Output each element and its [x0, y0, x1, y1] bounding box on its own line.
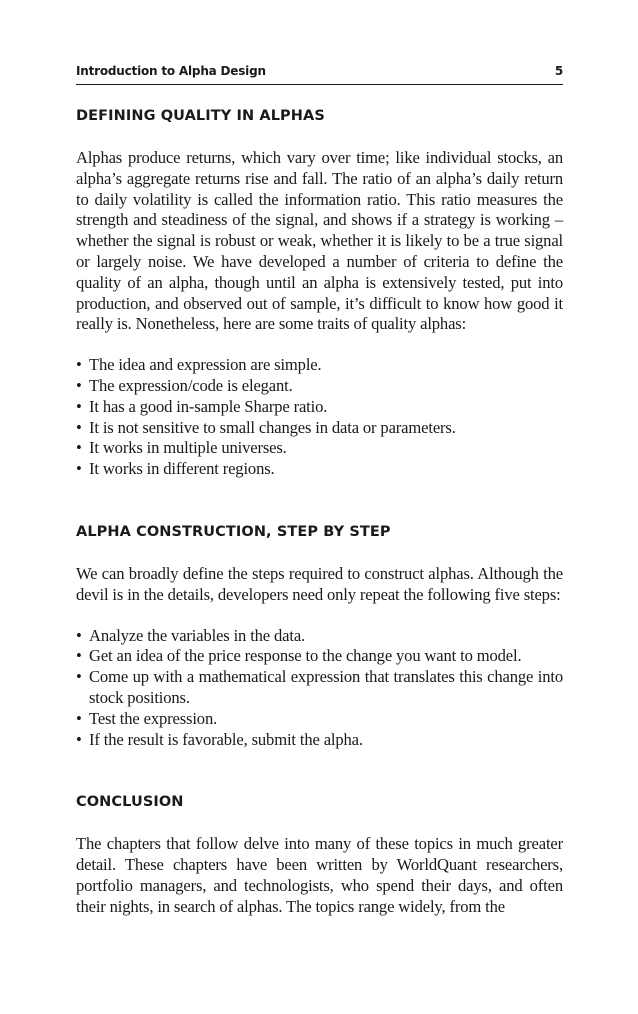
bullet-icon: •	[76, 646, 82, 666]
list-item: • Test the expression.	[76, 708, 218, 728]
list-item: • It is not sensitive to small changes in data or parameters.	[76, 417, 456, 437]
list-item: • The idea and expression are simple.	[76, 355, 322, 375]
list-item: • If the result is favorable, submit the alpha.	[76, 729, 363, 749]
list-item: • It works in different regions.	[76, 459, 275, 479]
page-number: 5	[554, 64, 563, 78]
running-title: Introduction to Alpha Design	[76, 64, 266, 78]
list-item: • It works in multiple universes.	[76, 438, 287, 458]
bullet-icon: •	[76, 459, 82, 479]
list-item: • Come up with a mathematical expression that translates this change into stock positions.	[76, 667, 563, 707]
list-item: • The expression/code is elegant.	[76, 375, 293, 395]
section-heading: ALPHA CONSTRUCTION, STEP BY STEP	[76, 523, 391, 540]
bullet-icon: •	[76, 438, 82, 458]
section-heading: DEFINING QUALITY IN ALPHAS	[76, 108, 325, 124]
running-head	[76, 62, 563, 85]
bullet-icon: •	[76, 625, 82, 645]
list-item: • Get an idea of the price response to the change you want to model.	[76, 646, 522, 666]
page-content	[76, 106, 563, 918]
section-defining-quality	[76, 106, 563, 480]
bullet-icon: •	[76, 396, 82, 416]
section-heading: CONCLUSION	[76, 794, 184, 811]
book-page	[76, 0, 563, 1014]
list-item: • It has a good in-sample Sharpe ratio.	[76, 396, 328, 416]
bullet-icon: •	[76, 355, 82, 375]
bullet-icon: •	[76, 417, 82, 437]
bullet-list	[76, 626, 563, 751]
section-paragraph: The chapters that follow delve into many of these topics in much greater detail. These chapters have been written by WorldQuant researchers, portfolio managers, and technologists, who spend their days, and often their nights, in search of alphas. The topics range widely, from the	[76, 834, 563, 916]
bullet-icon: •	[76, 375, 82, 395]
bullet-icon: •	[76, 708, 82, 728]
list-item: • Analyze the variables in the data.	[76, 625, 306, 645]
section-paragraph: We can broadly define the steps required to construct alphas. Although the devil is in the details, developers need only repeat the following five steps:	[76, 563, 563, 604]
section-alpha-construction	[76, 522, 563, 750]
section-conclusion	[76, 792, 563, 917]
bullet-icon: •	[76, 667, 82, 687]
bullet-list	[76, 355, 563, 480]
bullet-icon: •	[76, 729, 82, 749]
section-paragraph: Alphas produce returns, which vary over time; like individual stocks, an alpha’s aggregate returns rise and fall. The ratio of an alpha’s daily return to daily volatility is called the information ratio. This ratio measures the strength and steadiness of the signal, and shows if a strategy is working – whether the signal is robust or weak, whether it is likely to be a true signal or largely noise. We have developed a number of criteria to define the quality of an alpha, though until an alpha is extensively tested, put into production, and observed out of sample, it’s difficult to know how good it really is. Nonetheless, here are some traits of quality alphas:	[76, 148, 563, 334]
